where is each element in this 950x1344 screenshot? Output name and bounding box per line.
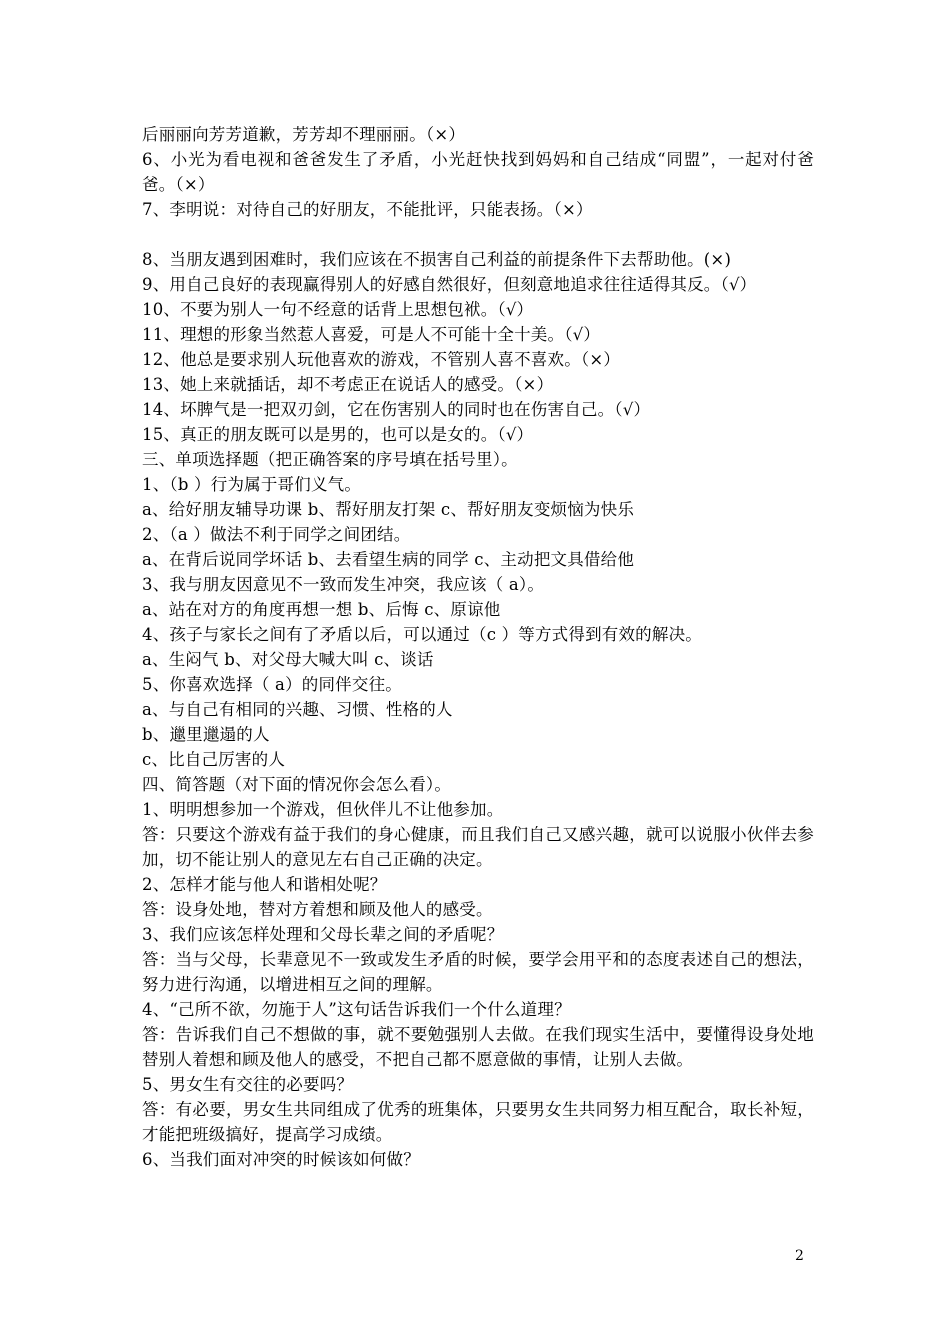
question-line: 4、孩子与家长之间有了矛盾以后，可以通过（c ）等方式得到有效的解决。 [142,625,702,644]
option-line: a、生闷气 b、对父母大喊大叫 c、谈话 [142,650,434,669]
text-line: 10、不要为别人一句不经意的话背上思想包袱。（√） [142,300,534,319]
option-line: b、邋里邋遢的人 [142,725,270,744]
option-line: a、给好朋友辅导功课 b、帮好朋友打架 c、帮好朋友变烦恼为快乐 [142,500,635,519]
option-line: c、比自己厉害的人 [142,750,286,769]
section-heading: 三、单项选择题（把正确答案的序号填在括号里）。 [142,450,518,469]
text-line: 12、他总是要求别人玩他喜欢的游戏，不管别人喜不喜欢。（×） [142,350,621,369]
text-line: 15、真正的朋友既可以是男的，也可以是女的。（√） [142,425,534,444]
blank-line [142,222,814,247]
option-line: a、在背后说同学坏话 b、去看望生病的同学 c、主动把文具借给他 [142,550,635,569]
answer-line: 答：有必要，男女生共同组成了优秀的班集体，只要男女生共同努力相互配合，取长补短，才能把班级搞好，提高学习成绩。 [142,1100,814,1144]
answer-line: 答：只要这个游戏有益于我们的身心健康，而且我们自己又感兴趣，就可以说服小伙伴去参加，切不能让别人的意见左右自己正确的决定。 [142,825,814,869]
answer-line: 答：设身处地，替对方着想和顾及他人的感受。 [142,900,493,919]
question-line: 1、明明想参加一个游戏，但伙伴儿不让他参加。 [142,800,504,819]
text-line: 14、坏脾气是一把双刃剑，它在伤害别人的同时也在伤害自己。（√） [142,400,651,419]
text-line: 8、当朋友遇到困难时，我们应该在不损害自己利益的前提条件下去帮助他。(×) [142,250,732,269]
option-line: a、与自己有相同的兴趣、习惯、性格的人 [142,700,453,719]
section-heading: 四、简答题（对下面的情况你会怎么看）。 [142,775,452,794]
question-line: 1、（b ）行为属于哥们义气。 [142,475,362,494]
question-line: 5、男女生有交往的必要吗？ [142,1075,354,1094]
question-line: 3、我们应该怎样处理和父母长辈之间的矛盾呢？ [142,925,504,944]
text-line: 6、小光为看电视和爸爸发生了矛盾，小光赶快找到妈妈和自己结成“同盟”，一起对付爸爸。（×） [142,150,814,194]
document-body [142,122,814,1172]
question-line: 4、“己所不欲，勿施于人”这句话告诉我们一个什么道理？ [142,1000,571,1019]
text-line: 11、理想的形象当然惹人喜爱，可是人不可能十全十美。（√） [142,325,601,344]
text-line: 后丽丽向芳芳道歉，芳芳却不理丽丽。（×） [142,125,466,144]
question-line: 6、当我们面对冲突的时候该如何做？ [142,1150,420,1169]
page-number: 2 [795,1248,804,1264]
text-line: 7、李明说：对待自己的好朋友，不能批评，只能表扬。（×） [142,200,593,219]
answer-line: 答：告诉我们自己不想做的事，就不要勉强别人去做。在我们现实生活中，要懂得设身处地替别人着想和顾及他人的感受，不把自己都不愿意做的事情，让别人去做。 [142,1025,814,1069]
answer-line: 答：当与父母，长辈意见不一致或发生矛盾的时候，要学会用平和的态度表述自己的想法，努力进行沟通，以增进相互之间的理解。 [142,950,814,994]
question-line: 5、你喜欢选择（ a）的同伴交往。 [142,675,402,694]
question-line: 2、怎样才能与他人和谐相处呢？ [142,875,387,894]
question-line: 3、我与朋友因意见不一致而发生冲突，我应该（ a）。 [142,575,545,594]
question-line: 2、（a ）做法不利于同学之间团结。 [142,525,411,544]
option-line: a、站在对方的角度再想一想 b、后悔 c、原谅他 [142,600,501,619]
text-line: 9、用自己良好的表现赢得别人的好感自然很好，但刻意地追求往往适得其反。（√） [142,275,757,294]
text-line: 13、她上来就插话，却不考虑正在说话人的感受。（×） [142,375,554,394]
